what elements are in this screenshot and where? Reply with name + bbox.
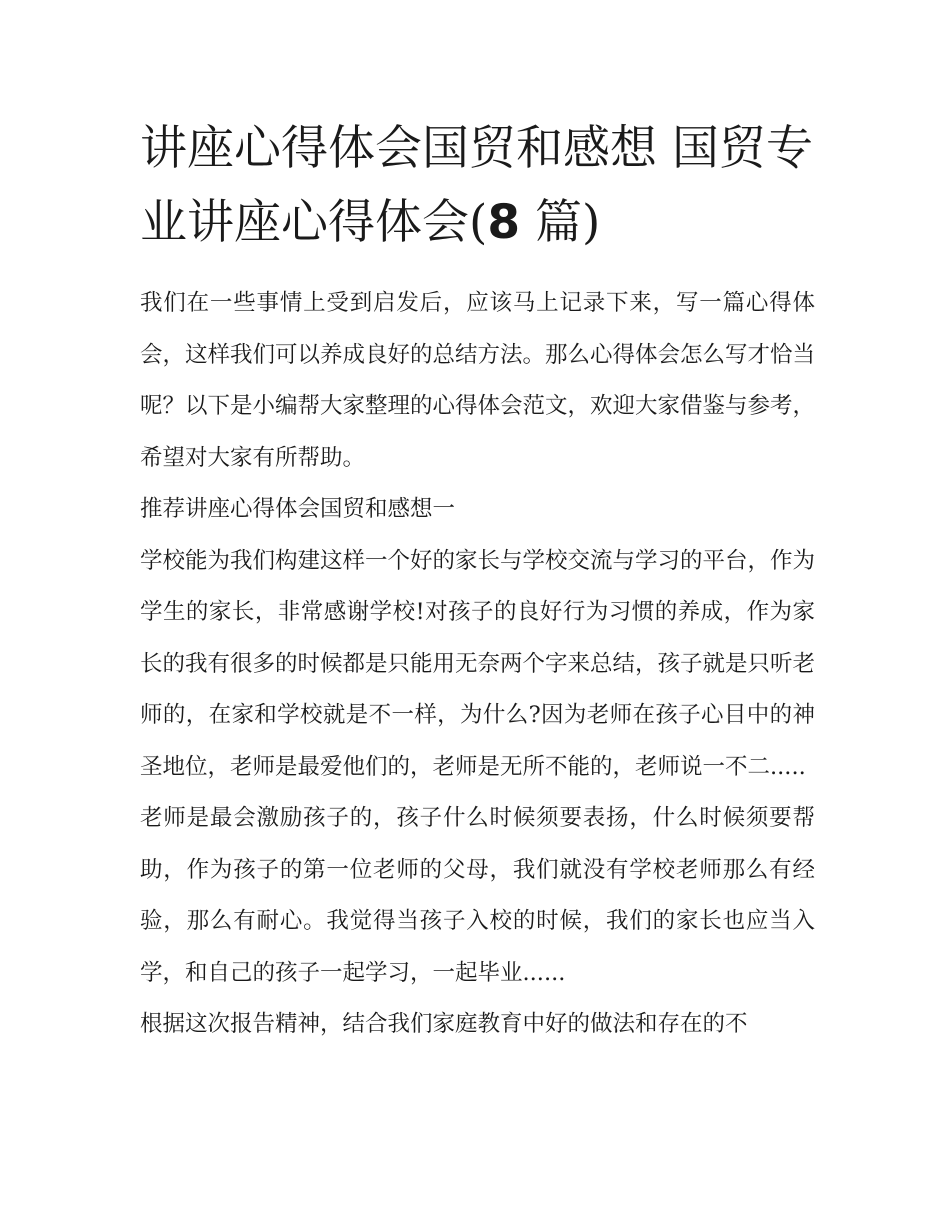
section-heading: 推荐讲座心得体会国贸和感想一: [140, 496, 456, 522]
title-text-part1: 讲座心得体会国贸和感想 国贸专业讲座心得体会(: [140, 121, 813, 250]
title-text-part2: 篇): [520, 195, 601, 250]
intro-paragraph: 我们在一些事情上受到启发后，应该马上记录下来，写一篇心得体会，这样我们可以养成良好的总结方法。那么心得体会怎么写才恰当呢？以下是小编帮大家整理的心得体会范文，欢迎大家借鉴与参考，希望对大家有所帮助。: [140, 290, 816, 471]
body-paragraph-3: 根据这次报告精神，结合我们家庭教育中好的做法和存在的不: [140, 1011, 748, 1037]
body-paragraph-1: 学校能为我们构建这样一个好的家长与学校交流与学习的平台，作为学生的家长，非常感谢学校!对孩子的良好行为习惯的养成，作为家长的我有很多的时候都是只能用无奈两个字来总结，孩子就是只听老师的，在家和学校就是不一样，为什么?因为老师在孩子心目中的神圣地位，老师是最爱他们的，老师是无所不能的，老师说一不二.....: [140, 547, 816, 780]
document-title: [140, 112, 815, 260]
body-paragraph-2: 老师是最会激励孩子的，孩子什么时候须要表扬，什么时候须要帮助，作为孩子的第一位老师的父母，我们就没有学校老师那么有经验，那么有耐心。我觉得当孩子入校的时候，我们的家长也应当入学，和自己的孩子一起学习，一起毕业......: [140, 805, 815, 986]
title-number: 8: [487, 195, 521, 250]
document-content: [140, 112, 815, 1051]
